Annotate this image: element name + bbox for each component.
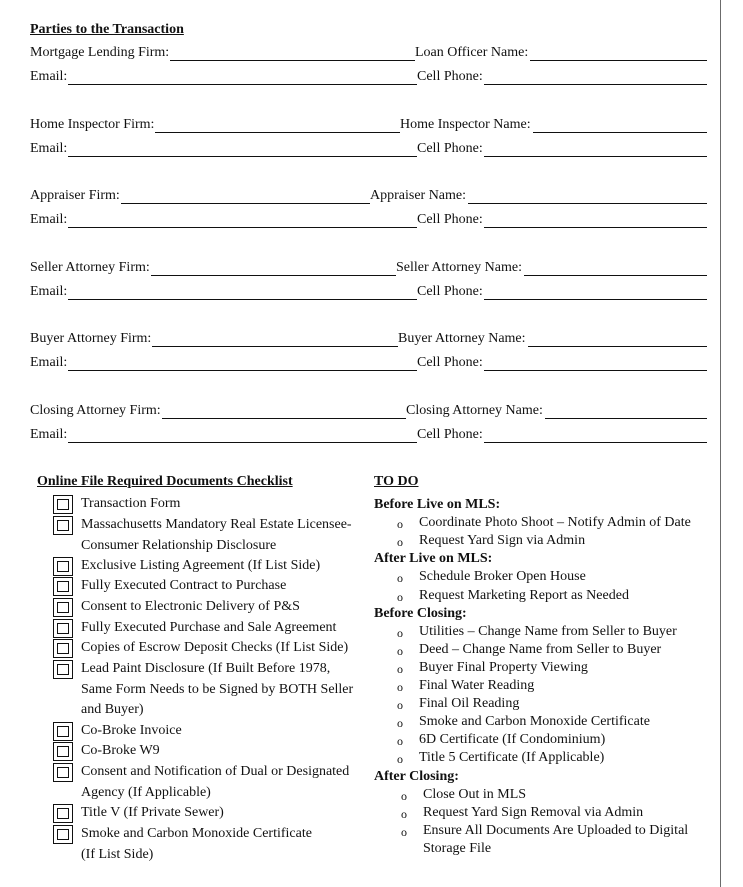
checklist-item-label: Same Form Needs to be Signed by BOTH Seller <box>81 682 354 697</box>
party-firm-row <box>30 403 707 421</box>
email-input[interactable] <box>68 156 417 157</box>
checkbox[interactable] <box>53 722 73 741</box>
email-label: Email: <box>30 141 68 156</box>
page-edge-divider <box>720 0 721 887</box>
cell-phone-label: Cell Phone: <box>417 427 483 442</box>
checklist-item-label: Consumer Relationship Disclosure <box>81 538 277 553</box>
cell-phone-label: Cell Phone: <box>417 355 483 370</box>
firm-input[interactable] <box>170 60 415 61</box>
cell-phone-label: Cell Phone: <box>417 141 483 156</box>
checklist-item-label: Smoke and Carbon Monoxide Certificate <box>81 826 312 841</box>
cell-phone-input[interactable] <box>484 156 707 157</box>
todo-item-label: Request Marketing Report as Needed <box>419 588 629 603</box>
email-label: Email: <box>30 69 68 84</box>
email-label: Email: <box>30 212 68 227</box>
email-input[interactable] <box>68 299 417 300</box>
party-contact-row <box>30 284 707 302</box>
email-label: Email: <box>30 355 68 370</box>
checklist-item-label: Copies of Escrow Deposit Checks (If List Side) <box>81 640 349 655</box>
todo-item-label: Request Yard Sign via Admin <box>419 533 586 548</box>
todo-bullet: o <box>397 535 403 549</box>
todo-item-label: Coordinate Photo Shoot – Notify Admin of Date <box>419 515 691 530</box>
todo-title: TO DO <box>374 474 419 489</box>
email-label: Email: <box>30 284 68 299</box>
cell-phone-input[interactable] <box>484 227 707 228</box>
checklist-item-label: Transaction Form <box>81 496 181 511</box>
checklist-item-label: Lead Paint Disclosure (If Built Before 1978, <box>81 661 331 676</box>
todo-bullet: o <box>397 734 403 748</box>
checkbox[interactable] <box>53 577 73 596</box>
todo-item-label: Close Out in MLS <box>423 787 527 802</box>
checkbox[interactable] <box>53 598 73 617</box>
checkbox[interactable] <box>53 639 73 658</box>
todo-bullet: o <box>397 662 403 676</box>
todo-item-label: Utilities – Change Name from Seller to Buyer <box>419 624 677 639</box>
todo-item-label: Smoke and Carbon Monoxide Certificate <box>419 714 650 729</box>
checkbox[interactable] <box>53 495 73 514</box>
todo-bullet: o <box>397 517 403 531</box>
name-input[interactable] <box>524 275 707 276</box>
todo-bullet: o <box>401 825 407 839</box>
checklist-item-label: Fully Executed Purchase and Sale Agreement <box>81 620 337 635</box>
email-input[interactable] <box>68 442 417 443</box>
checkbox[interactable] <box>53 660 73 679</box>
todo-section-heading: Before Closing: <box>374 606 467 621</box>
todo-section-heading: After Live on MLS: <box>374 551 493 566</box>
name-input[interactable] <box>468 203 707 204</box>
cell-phone-label: Cell Phone: <box>417 284 483 299</box>
firm-label: Mortgage Lending Firm: <box>30 45 170 60</box>
firm-input[interactable] <box>162 418 406 419</box>
todo-bullet: o <box>397 644 403 658</box>
checkbox[interactable] <box>53 557 73 576</box>
todo-item-label: Storage File <box>423 841 492 856</box>
todo-item-label: 6D Certificate (If Condominium) <box>419 732 606 747</box>
checklist-item-label: Co-Broke W9 <box>81 743 160 758</box>
checkbox[interactable] <box>53 619 73 638</box>
todo-bullet: o <box>397 680 403 694</box>
name-label: Seller Attorney Name: <box>396 260 522 275</box>
todo-item-label: Request Yard Sign Removal via Admin <box>423 805 644 820</box>
checkbox[interactable] <box>53 516 73 535</box>
firm-input[interactable] <box>151 275 396 276</box>
firm-label: Closing Attorney Firm: <box>30 403 161 418</box>
todo-section-heading: After Closing: <box>374 769 459 784</box>
party-contact-row <box>30 355 707 373</box>
party-firm-row <box>30 188 707 206</box>
party-contact-row <box>30 212 707 230</box>
party-contact-row <box>30 427 707 445</box>
party-firm-row <box>30 117 707 135</box>
firm-label: Seller Attorney Firm: <box>30 260 150 275</box>
email-input[interactable] <box>68 370 417 371</box>
checklist-title: Online File Required Documents Checklist <box>37 474 293 489</box>
firm-label: Appraiser Firm: <box>30 188 120 203</box>
cell-phone-label: Cell Phone: <box>417 212 483 227</box>
party-firm-row <box>30 260 707 278</box>
todo-bullet: o <box>397 698 403 712</box>
checkbox[interactable] <box>53 763 73 782</box>
cell-phone-input[interactable] <box>484 84 707 85</box>
checklist-item-label: Title V (If Private Sewer) <box>81 805 224 820</box>
firm-input[interactable] <box>121 203 370 204</box>
email-label: Email: <box>30 427 68 442</box>
todo-item-label: Title 5 Certificate (If Applicable) <box>419 750 605 765</box>
name-input[interactable] <box>528 346 707 347</box>
todo-bullet: o <box>397 716 403 730</box>
cell-phone-input[interactable] <box>484 299 707 300</box>
firm-label: Home Inspector Firm: <box>30 117 155 132</box>
name-label: Buyer Attorney Name: <box>398 331 526 346</box>
party-firm-row <box>30 45 707 63</box>
todo-item-label: Ensure All Documents Are Uploaded to Digital <box>423 823 689 838</box>
todo-bullet: o <box>397 626 403 640</box>
email-input[interactable] <box>68 84 417 85</box>
checklist-item-label: Fully Executed Contract to Purchase <box>81 578 287 593</box>
name-input[interactable] <box>545 418 707 419</box>
todo-bullet: o <box>401 789 407 803</box>
checklist-item-label: and Buyer) <box>81 702 144 717</box>
todo-item-label: Buyer Final Property Viewing <box>419 660 588 675</box>
cell-phone-label: Cell Phone: <box>417 69 483 84</box>
checklist-item-label: Co-Broke Invoice <box>81 723 182 738</box>
checklist-item-label: Massachusetts Mandatory Real Estate Licensee- <box>81 517 352 532</box>
checklist-item-label: Exclusive Listing Agreement (If List Side) <box>81 558 321 573</box>
name-label: Loan Officer Name: <box>415 45 529 60</box>
todo-item-label: Deed – Change Name from Seller to Buyer <box>419 642 662 657</box>
email-input[interactable] <box>68 227 417 228</box>
name-label: Home Inspector Name: <box>400 117 531 132</box>
firm-input[interactable] <box>152 346 398 347</box>
todo-bullet: o <box>397 752 403 766</box>
name-label: Appraiser Name: <box>370 188 467 203</box>
name-input[interactable] <box>530 60 707 61</box>
firm-label: Buyer Attorney Firm: <box>30 331 152 346</box>
todo-bullet: o <box>397 571 403 585</box>
checklist-item-label: Consent and Notification of Dual or Designated <box>81 764 350 779</box>
todo-section-heading: Before Live on MLS: <box>374 497 501 512</box>
party-contact-row <box>30 141 707 159</box>
parties-title: Parties to the Transaction <box>30 22 184 37</box>
party-contact-row <box>30 69 707 87</box>
todo-item-label: Final Oil Reading <box>419 696 520 711</box>
todo-bullet: o <box>401 807 407 821</box>
checkbox[interactable] <box>53 804 73 823</box>
checklist-item-label: Consent to Electronic Delivery of P&S <box>81 599 300 614</box>
party-firm-row <box>30 331 707 349</box>
todo-bullet: o <box>397 590 403 604</box>
name-label: Closing Attorney Name: <box>406 403 543 418</box>
checklist-item-label: (If List Side) <box>81 847 154 862</box>
checkbox[interactable] <box>53 742 73 761</box>
cell-phone-input[interactable] <box>484 442 707 443</box>
todo-item-label: Final Water Reading <box>419 678 535 693</box>
checkbox[interactable] <box>53 825 73 844</box>
checklist-item-label: Agency (If Applicable) <box>81 785 211 800</box>
todo-item-label: Schedule Broker Open House <box>419 569 586 584</box>
firm-input[interactable] <box>155 132 400 133</box>
cell-phone-input[interactable] <box>484 370 707 371</box>
name-input[interactable] <box>533 132 707 133</box>
